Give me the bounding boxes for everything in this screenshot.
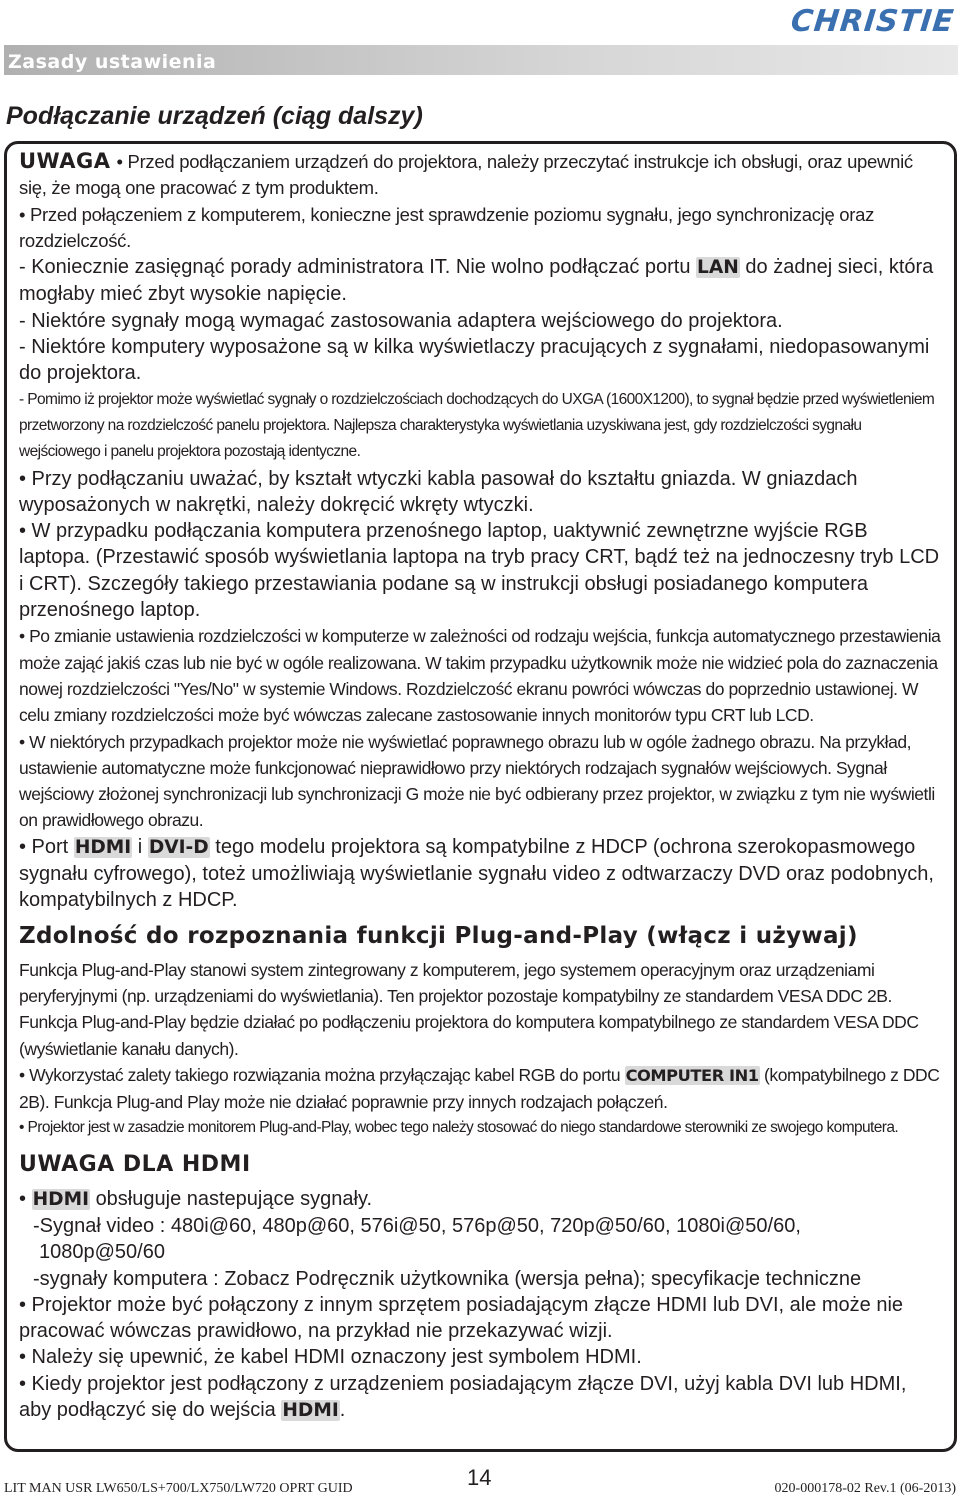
section-header-bar [4, 45, 958, 75]
warning-paragraph-11 [19, 834, 944, 914]
pnp-text-2a: • Wykorzystać zalety takiego rozwiązania można przyłączając kabel RGB do portu [19, 1064, 621, 1085]
warning-label: UWAGA [19, 149, 111, 173]
hdmi-input-label: HDMI [282, 1400, 339, 1422]
christie-logo: CHRISTIE [789, 4, 956, 39]
warning-text-3a: - Koniecznie zasięgnąć porady administratora IT. Nie wolno podłączać portu [19, 256, 691, 279]
plug-and-play-heading: Zdolność do rozpoznania funkcji Plug-and-Play (włącz i używaj) [19, 922, 858, 949]
page-number: 14 [467, 1465, 492, 1490]
warning-paragraph-10: • W niektórych przypadkach projektor może nie wyświetlać poprawnego obrazu lub w ogóle żadnego obrazu. Na przykład, ustawienie automatyczne może funkcjonować nieprawidłowo przy niektórych rodzajach sygnałów wejściowych. Sygnał wejściowy złożonej synchronizacji lub synchronizacji G może nie być odbierany przez projektor, w związku z tym nie wyświetli on prawidłowego obrazu. [19, 731, 935, 831]
warning-text-3b: do żadnej sieci, która mogłaby mieć zbyt wysokie napięcie. [19, 256, 934, 306]
computer-in1-port-label: COMPUTER IN1 [625, 1065, 759, 1085]
hdmi-paragraph-4: • Projektor może być połączony z innym sprzętem posiadającym złącze HDMI lub DVI, ale może nie pracować wówczas prawidłowo, na przykład nie przekazywać wizji. [19, 1293, 904, 1343]
warning-paragraph-3 [19, 254, 944, 308]
footer-revision: 020-000178-02 Rev.1 (06-2013) [774, 1481, 956, 1496]
dvi-d-port-label: DVI-D [148, 836, 209, 858]
pnp-paragraph-3: • Projektor jest w zasadzie monitorem Plug-and-Play, wobec tego należy stosować do niego standardowe sterowniki ze swojego komputera. [19, 1119, 899, 1137]
hdmi-text-6b: . [339, 1399, 346, 1422]
warning-paragraph-6: - Pomimo iż projektor może wyświetlać sygnały o rozdzielczościach dochodzących do UXGA (1600X1200), to sygnał będzie przed wyświetleniem przetworzony na rozdzielczość panelu projektora. Najlepsza charakterystyka wyświetlania uzyskiwana jest, gdy rozdzielczości sygnału wejściowego i panelu projektora pozostają identyczne. [19, 390, 935, 461]
notice-content [19, 148, 944, 1424]
warning-paragraph-8: • W przypadku podłączania komputera przenośnego laptop, uaktywnić zewnętrzne wyjście RGB laptopa. (Przestawić sposób wyświetlania laptopa na tryb pracy CRT, bądź też na jednoczesny tryb LCD i CRT). Szczegóły takiego przestawiania podane są w instrukcji obsługi posiadanego komputera przenośnego laptop. [19, 520, 940, 622]
warning-text-11b: i [137, 835, 143, 858]
hdmi-label: HDMI [32, 1188, 89, 1210]
page-subtitle: Podłączanie urządzeń (ciąg dalszy) [6, 102, 423, 130]
hdmi-text-1a: • [19, 1187, 27, 1210]
warning-paragraph-4: - Niektóre sygnały mogą wymagać zastosowania adaptera wejściowego do projektora. [19, 309, 783, 332]
hdmi-text-1b: obsługuje nastepujące sygnały. [95, 1187, 373, 1210]
pnp-text-2b: (kompatybilnego z DDC 2B). Funkcja Plug-and Play może nie działać poprawnie przy innych rodzajach połączeń. [19, 1064, 940, 1113]
hdmi-note-heading: UWAGA DLA HDMI [19, 1151, 251, 1177]
warning-paragraph-1 [19, 148, 944, 202]
hdmi-computer-signals: -sygnały komputera : Zobacz Podręcznik użytkownika (wersja pełna); specyfikacje techniczne [33, 1267, 862, 1290]
lan-port-label: LAN [697, 257, 739, 279]
hdmi-paragraph-5: • Należy się upewnić, że kabel HDMI oznaczony jest symbolem HDMI. [19, 1346, 642, 1369]
hdmi-paragraph-1 [19, 1186, 944, 1213]
warning-paragraph-9: • Po zmianie ustawienia rozdzielczości w komputerze w zależności od rodzaju wejścia, funkcja automatycznego przestawienia może zająć jakiś czas lub nie być w ogóle realizowana. W takim przypadku użytkownik może nie widzieć pola do zaznaczenia nowej rozdzielczości "Yes/No" w systemie Windows. Rozdzielczość ekranu powróci wówczas do poprzednio ustawionej. W celu zmiany rozdzielczości może być wówczas zalecane zastosowanie innych monitorów typu CRT lub LCD. [19, 626, 941, 726]
section-title: Zasady ustawienia [8, 51, 217, 73]
footer-document-id: LIT MAN USR LW650/LS+700/LX750/LW720 OPRT GUID [4, 1481, 353, 1496]
warning-text-1: • Przed podłączaniem urządzeń do projektora, należy przeczytać instrukcje ich obsługi, oraz upewnić się, że mogą one pracować z tym produktem. [19, 151, 913, 199]
hdmi-paragraph-6 [19, 1371, 944, 1425]
warning-paragraph-2: • Przed połączeniem z komputerem, konieczne jest sprawdzenie poziomu sygnału, jego synchronizację oraz rozdzielczość. [19, 203, 875, 251]
pnp-paragraph-2 [19, 1062, 944, 1116]
warning-paragraph-7: • Przy podłączaniu uważać, by kształt wtyczki kabla pasował do kształtu gniazda. W gniazdach wyposażonych w nakrętki, należy dokręcić wkręty wtyczki. [19, 467, 858, 516]
hdmi-video-signals-cont: 1080p@50/60 [39, 1241, 165, 1264]
warning-paragraph-5: - Niektóre komputery wyposażone są w kilka wyświetlaczy pracujących z sygnałami, niedopasowanymi do projektora. [19, 336, 930, 385]
hdmi-video-signals: -Sygnał video : 480i@60, 480p@60, 576i@50, 576p@50, 720p@50/60, 1080i@50/60, [33, 1214, 801, 1237]
hdmi-port-label: HDMI [74, 836, 132, 858]
warning-text-11c: tego modelu projektora są kompatybilne z HDCP (ochrona szerokopasmowego sygnału cyfrowego), toteż umożliwiają wyświetlanie sygnału video z odtwarzaczy DVD oraz podobnych, kompatybilnych z HDCP. [19, 835, 934, 912]
warning-text-11a: • Port [19, 835, 69, 858]
pnp-paragraph-1: Funkcja Plug-and-Play stanowi system zintegrowany z komputerem, jego systemem operacyjnym oraz urządzeniami peryferyjnymi (np. urządzeniami do wyświetlania). Ten projektor pozostaje kompatybilny ze standardem VESA DDC 2B. Funkcja Plug-and-Play będzie działać po podłączeniu projektora do komputera kompatybilnego ze standardem VESA DDC (wyświetlanie kanału danych). [19, 959, 919, 1059]
hdmi-text-6a: • Kiedy projektor jest podłączony z urządzeniem posiadającym złącze DVI, użyj kabla DVI lub HDMI, aby podłączyć się do wejścia [19, 1372, 907, 1422]
